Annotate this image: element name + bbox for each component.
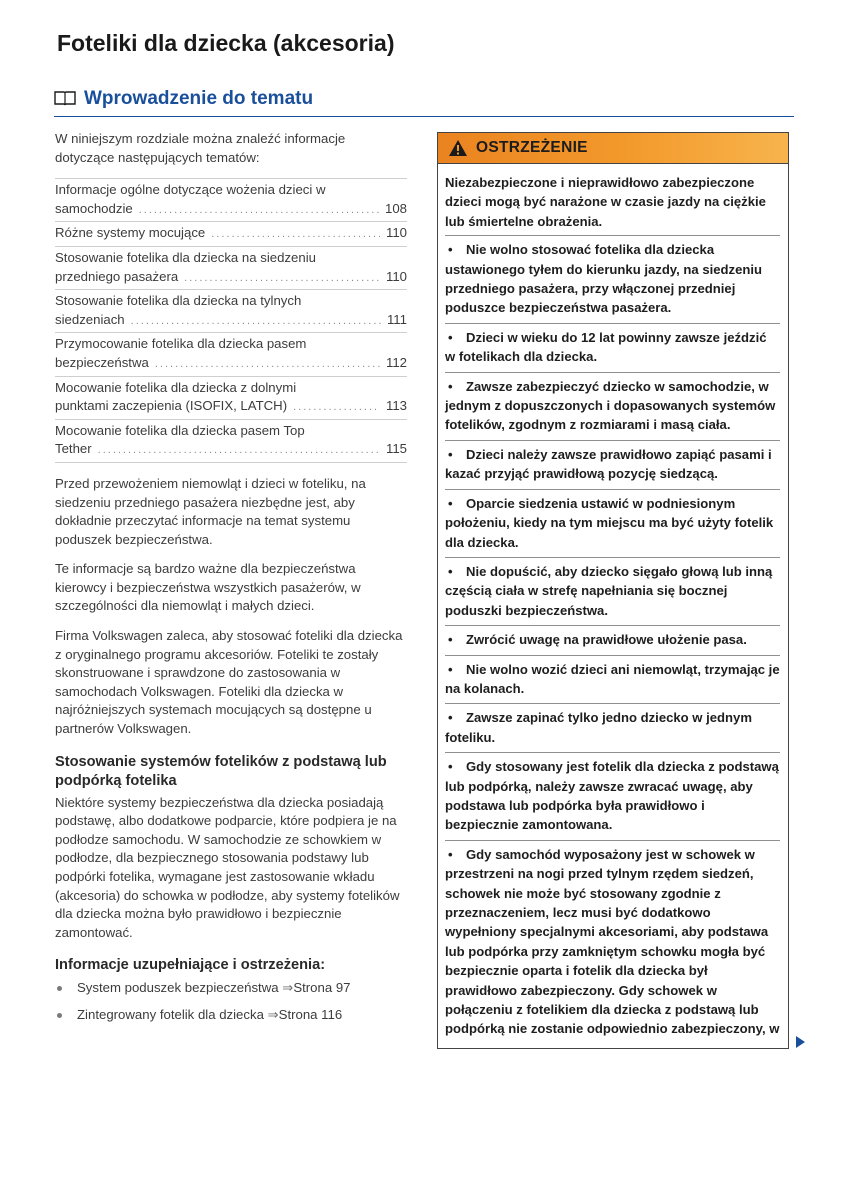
toc-entry[interactable] — [55, 379, 407, 417]
warning-item — [445, 372, 780, 440]
warning-item-text: Dzieci należy zawsze prawidłowo zapiąć pasami i kazać przyjąć prawidłową pozycję siedzącą. — [445, 446, 772, 482]
toc-entry[interactable] — [55, 422, 407, 460]
toc-divider — [55, 419, 407, 420]
bullet-icon: • — [448, 759, 453, 775]
toc-page-number: 112 — [385, 354, 407, 370]
warning-item-text: Nie wolno wozić dzieci ani niemowląt, trzymając je na kolanach. — [445, 661, 780, 696]
bullet-icon: • — [448, 846, 453, 862]
warning-item — [445, 557, 780, 625]
bullet-icon — [57, 1013, 62, 1018]
page-reference-link[interactable]: Strona 97 — [293, 980, 351, 996]
warning-box — [437, 132, 789, 1049]
toc-page-number: 110 — [385, 225, 407, 241]
additional-info-heading: Informacje uzupełniające i ostrzeżenia: — [55, 957, 326, 974]
warning-triangle-icon — [448, 139, 468, 157]
toc-page-number: 108 — [384, 200, 407, 216]
toc-entry-title: przedniego pasażera — [55, 268, 179, 284]
warning-item-text: Zwrócić uwagę na prawidłowe ułożenie pasa. — [466, 632, 747, 648]
leader-dots — [98, 441, 380, 460]
leader-dots — [293, 398, 380, 417]
bullet-icon: • — [448, 495, 453, 511]
warning-item — [445, 703, 780, 752]
list-item — [55, 1006, 407, 1025]
toc-entry[interactable] — [55, 249, 407, 287]
leader-dots — [139, 201, 379, 220]
toc-divider — [55, 462, 407, 463]
paragraph: Te informacje są bardzo ważne dla bezpieczeństwa kierowcy i bezpieczeństwa wszystkich pasażerów, w szczególności dla niemowląt i małych dzieci. — [55, 561, 361, 614]
warning-item — [445, 625, 780, 654]
bullet-icon: • — [448, 329, 453, 345]
bullet-icon: • — [448, 563, 453, 579]
warning-item — [445, 235, 780, 323]
toc-entry-title: Mocowanie fotelika dla dziecka z dolnymi — [55, 379, 297, 395]
toc-entry-title: Stosowanie fotelika dla dziecka na tylnych — [55, 293, 302, 309]
list-item — [55, 979, 407, 998]
warning-intro: Niezabezpieczone i nieprawidłowo zabezpieczone dzieci mogą być narażone w czasie jazdy na ciężkie lub śmiertelne obrażenia. — [445, 175, 766, 229]
toc-entry[interactable] — [55, 224, 407, 244]
warning-item-text: Zawsze zapinać tylko jedno dziecko w jednym foteliku. — [445, 710, 752, 745]
toc-entry-title: siedzeniach — [55, 311, 125, 327]
leader-dots — [155, 355, 380, 374]
toc-entry-title: Stosowanie fotelika dla dziecka na siedzeniu — [55, 249, 316, 265]
warning-item — [445, 752, 780, 840]
warning-item-text: Gdy samochód wyposażony jest w schowek w przestrzeni na nogi przed tylnym rzędem siedzeń, schowek nie może być stosowany zgodnie z przeznaczeniem, lecz musi być dodatkowo wypełniony specjalnymi akcesoriami, aby podstawa lub podpórka przy zamkniętym schowku mogła być bezpiecznie oparta i fotelik dla dziecka był prawidłowo zabezpieczony. Gdy schowek w połączeniu z fotelikiem dla dziecka z podstawą lub podpórką nie zostanie odpowiednio zabezpieczony, w — [445, 846, 780, 1037]
arrow-right-icon: ⇒ — [267, 1006, 279, 1022]
toc-divider — [55, 221, 407, 222]
toc-divider — [55, 376, 407, 377]
toc-page-number: 115 — [385, 441, 407, 457]
list-item-text: Zintegrowany fotelik dla dziecka — [77, 1006, 264, 1022]
warning-item-text: Dzieci w wieku do 12 lat powinny zawsze jeździć w fotelikach dla dziecka. — [445, 329, 767, 365]
bullet-icon: • — [448, 710, 453, 726]
warning-item — [445, 840, 780, 1044]
toc-page-number: 111 — [386, 311, 407, 327]
warning-item-text: Oparcie siedzenia ustawić w podniesionym położeniu, kiedy na tym miejscu ma być użyty fotelik dla dziecka. — [445, 495, 774, 550]
warning-item-text: Gdy stosowany jest fotelik dla dziecka z podstawą lub podpórką, należy zawsze zwracać uwagę, aby podstawa lub podpórka była prawidłowo i bezpiecznie zamontowana. — [445, 759, 779, 833]
left-column — [55, 130, 407, 1033]
toc-entry[interactable] — [55, 292, 407, 330]
subsection-text: Niektóre systemy bezpieczeństwa dla dziecka posiadają podstawę, albo dodatkowe podparcie, które podpiera je na podłodze samochodu. W samochodzie ze schowkiem w podłodze, dla bezpiecznego stosowania podstawy lub podpórki fotelika, wymagane jest zastosowanie wkładu (akcesoria) do schowka w podłodze, aby systemy fotelików dla dziecka można było prawidłowo i bezpiecznie zamontować. — [55, 794, 400, 940]
leader-dots — [211, 225, 380, 244]
toc-entry-title: Różne systemy mocujące — [55, 225, 206, 241]
toc-page-number: 113 — [385, 398, 407, 414]
page-title: Foteliki dla dziecka (akcesoria) — [57, 30, 395, 56]
toc-divider — [55, 178, 407, 179]
warning-item — [445, 489, 780, 557]
toc-entry-title: Tether — [55, 441, 92, 457]
leader-dots — [184, 269, 380, 288]
toc-entry-title: punktami zaczepienia (ISOFIX, LATCH) — [55, 398, 288, 414]
toc-page-number: 110 — [385, 268, 407, 284]
warning-item-text: Nie dopuścić, aby dziecko sięgało głową lub inną częścią ciała w strefę napełniania się bocznej poduszki bezpieczeństwa. — [445, 563, 773, 618]
toc-entry[interactable] — [55, 335, 407, 373]
continue-arrow-icon — [796, 1036, 805, 1048]
toc-entry[interactable] — [55, 181, 407, 219]
table-of-contents — [55, 178, 407, 463]
toc-entry-title: Przymocowanie fotelika dla dziecka pasem — [55, 336, 307, 352]
additional-info-list — [55, 979, 407, 1024]
toc-entry-title: Informacje ogólne dotyczące wożenia dzieci w — [55, 182, 326, 198]
toc-divider — [55, 289, 407, 290]
bullet-icon: • — [448, 378, 453, 394]
toc-entry-title: samochodzie — [55, 200, 133, 216]
leader-dots — [131, 312, 381, 331]
paragraph: Firma Volkswagen zaleca, aby stosować foteliki dla dziecka z oryginalnego programu akcesoriów. Foteliki te zostały skonstruowane i sprawdzone do zastosowania w samochodach Volkswagen. Foteliki dla dziecka w najróżniejszych systemach mocujących są dostępne u partnerów Volkswagen. — [55, 628, 403, 737]
warning-item — [445, 655, 780, 704]
warning-title: OSTRZEŻENIE — [476, 139, 588, 156]
book-icon — [54, 90, 76, 106]
bullet-icon: • — [448, 446, 453, 462]
warning-item-text: Zawsze zabezpieczyć dziecko w samochodzie, w jednym z dopuszczonych i dopasowanych systemów fotelików, zgodnym z rozmiarami i masą ciała. — [445, 378, 776, 433]
intro-text: W niniejszym rozdziale można znaleźć informacje dotyczące następujących tematów: — [55, 131, 346, 165]
bullet-icon — [57, 986, 62, 991]
toc-divider — [55, 332, 407, 333]
bullet-icon: • — [448, 661, 453, 677]
subsection-heading: Stosowanie systemów fotelików z podstawą lub podpórką fotelika — [55, 753, 387, 789]
bullet-icon: • — [448, 632, 453, 648]
toc-entry-title: bezpieczeństwa — [55, 354, 149, 370]
bullet-icon: • — [448, 242, 453, 258]
warning-item — [445, 440, 780, 489]
arrow-right-icon: ⇒ — [282, 980, 294, 996]
warning-header — [438, 133, 788, 164]
warning-item-text: Nie wolno stosować fotelika dla dziecka ustawionego tyłem do kierunku jazdy, na siedzeniu przedniego pasażera, przy włączonej przedniej poduszce bezpieczeństwa pasażera. — [445, 242, 762, 316]
warning-item — [445, 323, 780, 372]
toc-entry-title: Mocowanie fotelika dla dziecka pasem Top — [55, 422, 305, 438]
list-item-text: System poduszek bezpieczeństwa — [77, 980, 279, 996]
paragraph: Przed przewożeniem niemowląt i dzieci w foteliku, na siedzeniu przedniego pasażera niezbędne jest, aby dokładnie przeczytać informacje na temat systemu poduszek bezpieczeństwa. — [55, 475, 366, 547]
warning-body — [438, 164, 788, 1048]
section-header — [54, 88, 794, 117]
toc-divider — [55, 246, 407, 247]
section-title: Wprowadzenie do tematu — [84, 88, 314, 109]
page-reference-link[interactable]: Strona 116 — [278, 1006, 343, 1022]
